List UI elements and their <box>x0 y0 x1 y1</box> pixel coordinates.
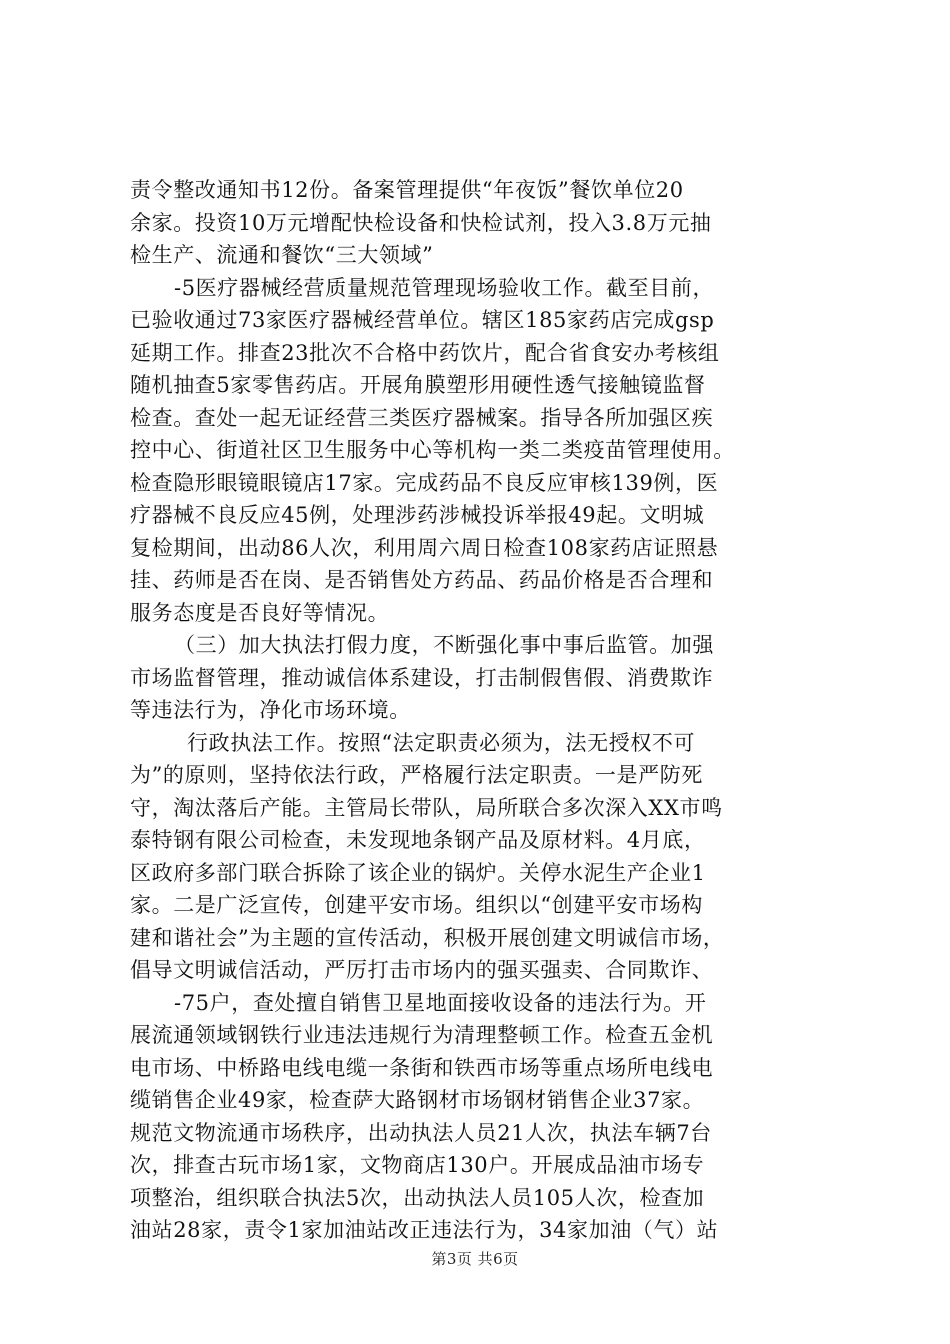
body-line: 为”的原则，坚持依法行政，严格履行法定职责。一是严防死 <box>130 763 703 787</box>
body-line: 控中心、街道社区卫生服务中心等机构一类二类疫苗管理使用。 <box>130 438 735 462</box>
body-line: 已验收通过73家医疗器械经营单位。辖区185家药店完成gsp <box>130 308 715 332</box>
body-line: 缆销售企业49家，检查萨大路钢材市场钢材销售企业37家。 <box>130 1088 705 1112</box>
section-heading-line: （三）加大执法打假力度，不断强化事中事后监管。加强 <box>174 633 714 657</box>
body-line: 服务态度是否良好等情况。 <box>130 600 390 625</box>
body-line: -75户，查处擅自销售卫星地面接收设备的违法行为。开 <box>174 990 707 1015</box>
body-line: 责令整改通知书12份。备案管理提供“年夜饭”餐饮单位20 <box>130 178 684 202</box>
body-line: 复检期间，出动86人次，利用周六周日检查108家药店证照悬 <box>130 535 719 560</box>
body-line: 挂、药师是否在岗、是否销售处方药品、药品价格是否合理和 <box>130 568 714 592</box>
document-body <box>130 174 855 1247</box>
page-footer <box>0 1248 950 1269</box>
body-line: 建和谐社会”为主题的宣传活动，积极开展创建文明诚信市场， <box>130 925 725 950</box>
body-line: 规范文物流通市场秩序，出动执法人员21人次，执法车辆7台 <box>130 1120 712 1145</box>
body-line: 等违法行为，净化市场环境。 <box>130 698 411 722</box>
body-line: 电市场、中桥路电线电缆一条街和铁西市场等重点场所电线电 <box>130 1055 714 1080</box>
body-line: 家。二是广泛宣传，创建平安市场。组织以“创建平安市场构 <box>130 893 703 917</box>
body-line: 检生产、流通和餐饮“三大领域” <box>130 243 434 267</box>
body-line: 项整治，组织联合执法5次，出动执法人员105人次，检查加 <box>130 1185 705 1210</box>
body-line: 随机抽查5家零售药店。开展角膜塑形用硬性透气接触镜监督 <box>130 373 706 397</box>
body-line: -5医疗器械经营质量规范管理现场验收工作。截至目前， <box>174 275 715 300</box>
body-line: 次，排查古玩市场1家，文物商店130户。开展成品油市场专 <box>130 1153 705 1177</box>
body-line: 延期工作。排查23批次不合格中药饮片，配合省食安办考核组 <box>130 340 720 365</box>
body-line: 倡导文明诚信活动，严厉打击市场内的强买强卖、合同欺诈、 <box>130 958 714 982</box>
body-line: 余家。投资10万元增配快检设备和快检试剂，投入3.8万元抽 <box>130 210 712 235</box>
body-line: 展流通领域钢铁行业违法违规行为清理整顿工作。检查五金机 <box>130 1023 714 1047</box>
body-line: 泰特钢有限公司检查，未发现地条钢产品及原材料。4月底， <box>130 828 706 852</box>
page-number-label: 第3页 共6页 <box>431 1250 519 1268</box>
body-line: 行政执法工作。按照“法定职责必须为，法无授权不可 <box>187 730 696 755</box>
body-line: 疗器械不良反应45例，处理涉药涉械投诉举报49起。文明城 <box>130 503 705 527</box>
body-line: 守，淘汰落后产能。主管局长带队，局所联合多次深入XX市鸣 <box>130 795 723 820</box>
body-line: 市场监督管理，推动诚信体系建设，打击制假售假、消费欺诈 <box>130 665 714 690</box>
body-line: 检查隐形眼镜眼镜店17家。完成药品不良反应审核139例，医 <box>130 470 719 495</box>
body-line: 区政府多部门联合拆除了该企业的锅炉。关停水泥生产企业1 <box>130 860 706 885</box>
body-line: 油站28家，责令1家加油站改正违法行为，34家加油（气）站 <box>130 1218 719 1242</box>
body-line: 检查。查处一起无证经营三类医疗器械案。指导各所加强区疾 <box>130 405 714 430</box>
